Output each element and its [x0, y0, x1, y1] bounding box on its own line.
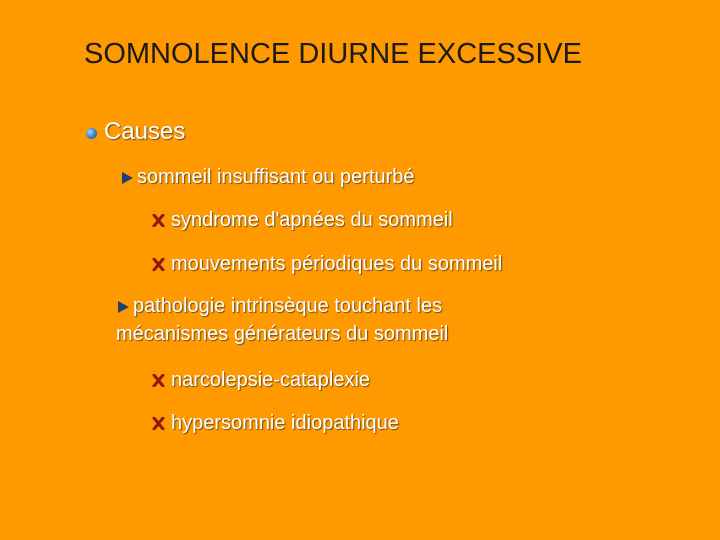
triangle-bullet-icon: [122, 172, 133, 184]
round-bullet-icon: [86, 128, 97, 139]
bullet-causes-label: Causes: [104, 118, 186, 145]
bullet-causes: [86, 118, 185, 146]
cross-icon: [152, 258, 165, 271]
list-item: [152, 253, 502, 276]
list-item-label: hypersomnie idiopathique: [171, 412, 399, 434]
list-item-label: syndrome d'apnées du sommeil: [171, 209, 453, 231]
slide-title: SOMNOLENCE DIURNE EXCESSIVE: [84, 38, 582, 70]
cross-icon: [152, 417, 165, 430]
list-item: [152, 209, 453, 232]
cross-icon: [152, 374, 165, 387]
list-item-label: narcolepsie-cataplexie: [171, 369, 371, 391]
subbullet-label: sommeil insuffisant ou perturbé: [137, 166, 415, 188]
list-item: [152, 412, 399, 435]
list-item-label: mouvements périodiques du sommeil: [171, 253, 503, 275]
subbullet-sleep-insufficient: [122, 166, 415, 189]
subbullet-label-line2: mécanismes générateurs du sommeil: [116, 323, 449, 345]
subbullet-label-line1: pathologie intrinsèque touchant les: [133, 295, 443, 317]
cross-icon: [152, 214, 165, 227]
triangle-bullet-icon: [118, 301, 129, 313]
subbullet-intrinsic-pathology: [116, 292, 448, 348]
list-item: [152, 369, 370, 392]
